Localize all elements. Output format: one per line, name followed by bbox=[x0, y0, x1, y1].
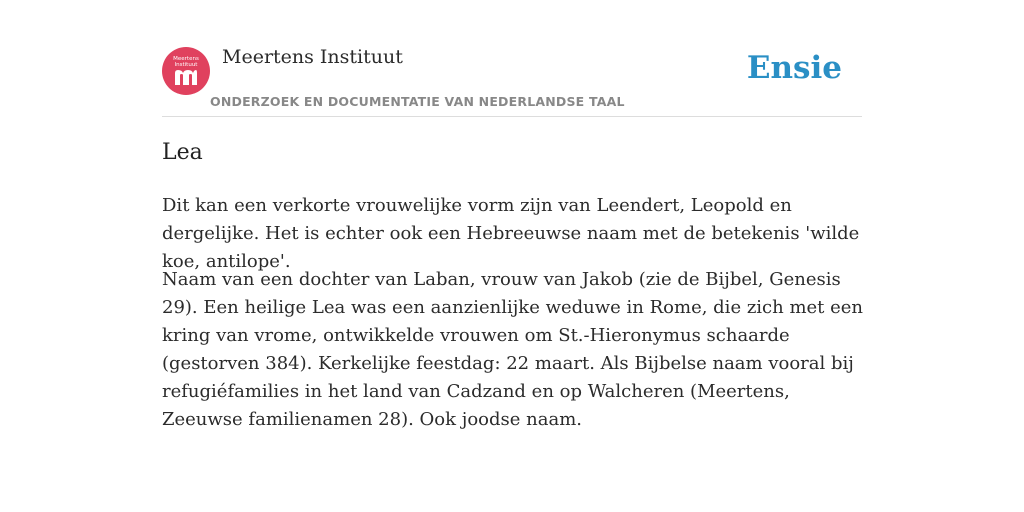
site-header bbox=[162, 44, 862, 117]
site-name[interactable]: Meertens Instituut bbox=[222, 46, 403, 68]
site-tagline: ONDERZOEK EN DOCUMENTATIE VAN NEDERLANDSE TAAL bbox=[210, 94, 625, 109]
entry-paragraph-1: Dit kan een verkorte vrouwelijke vorm zijn van Leendert, Leopold en dergelijke. Het is echter ook een Hebreeuwse naam met de betekenis 'wilde koe, antilope'. bbox=[162, 195, 860, 272]
logo-text-line1: Meertens bbox=[173, 56, 199, 62]
ensie-brand-link[interactable]: Ensie bbox=[746, 50, 842, 86]
meertens-logo[interactable] bbox=[162, 47, 210, 95]
entry-title: Lea bbox=[162, 140, 203, 165]
entry-paragraph-2: Naam van een dochter van Laban, vrouw van Jakob (zie de Bijbel, Genesis 29). Een heilige Lea was een aanzienlijke weduwe in Rome, die zich met een kring van vrome, ontwikkelde vrouwen om St.-Hieronymus schaarde (gestorven 384). Kerkelijke feestdag: 22 maart. Als Bijbelse naam vooral bij refugiéfamilies in het land van Cadzand en op Walcheren (Meertens, Zeeuwse familienamen 28). Ook joodse naam. bbox=[162, 269, 864, 430]
logo-text-line2: Instituut bbox=[174, 62, 198, 68]
logo-m-icon bbox=[173, 69, 199, 85]
